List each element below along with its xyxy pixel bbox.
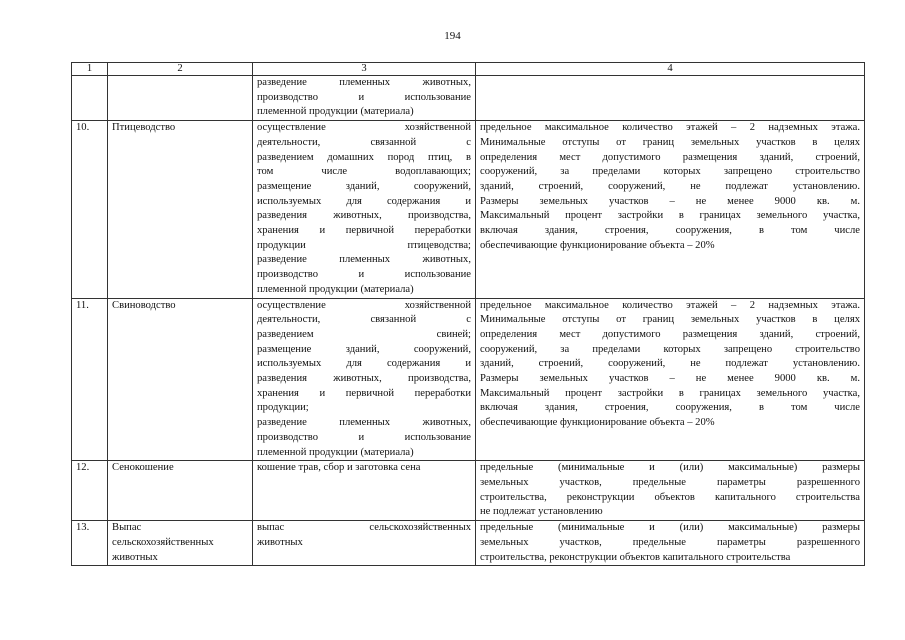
construction-parameters-line: Размеры земельных участков – не менее 9000 кв. м. bbox=[480, 373, 860, 385]
permitted-use-description-line: племенной продукции (материала) bbox=[257, 106, 414, 118]
activity-name bbox=[108, 76, 253, 121]
table-row bbox=[72, 521, 865, 566]
table-header-row bbox=[72, 63, 865, 76]
permitted-use-description-line: хранения и первичной переработки bbox=[257, 225, 471, 237]
permitted-use-description-line: разведение племенных животных, bbox=[257, 254, 471, 266]
permitted-use-description-line: животных bbox=[257, 536, 303, 548]
activity-name-line: Свиноводство bbox=[112, 299, 176, 311]
permitted-use-description-line: деятельности, связанной с bbox=[257, 314, 471, 326]
column-header: 1 bbox=[72, 63, 108, 76]
permitted-use-description-line: разведения животных, производства, bbox=[257, 210, 471, 222]
table-row bbox=[72, 298, 865, 461]
construction-parameters-line: сооружений, за пределами которых запрещено строительство bbox=[480, 166, 860, 178]
construction-parameters-line: включая здания, строения, сооружения, в том числе bbox=[480, 225, 860, 237]
activity-name bbox=[108, 461, 253, 521]
permitted-use-description-line: кошение трав, сбор и заготовка сена bbox=[257, 462, 421, 474]
construction-parameters-line: сооружений, за пределами которых запрещено строительство bbox=[480, 343, 860, 355]
construction-parameters bbox=[476, 121, 865, 298]
activity-name bbox=[108, 121, 253, 298]
construction-parameters-line: земельных участков, предельные параметры разрешенного bbox=[480, 536, 860, 548]
table-row bbox=[72, 461, 865, 521]
construction-parameters-line: строительства, реконструкции объектов капитального строительства bbox=[480, 551, 791, 563]
row-number: 13. bbox=[72, 521, 108, 566]
construction-parameters bbox=[476, 461, 865, 521]
activity-name bbox=[108, 298, 253, 461]
permitted-use-description-line: разведением домашних пород птиц, в bbox=[257, 151, 471, 163]
permitted-use-description bbox=[253, 121, 476, 298]
permitted-use-description-line: производство и использование bbox=[257, 91, 471, 103]
construction-parameters-line: предельные (минимальные и (или) максимальные) размеры bbox=[480, 462, 860, 474]
activity-name-line: Выпас bbox=[112, 522, 142, 534]
construction-parameters-line: не подлежат установлению bbox=[480, 506, 603, 518]
land-use-table bbox=[71, 62, 865, 566]
construction-parameters-line: Минимальные отступы от границ земельных участков в целях bbox=[480, 136, 860, 148]
construction-parameters-line: предельное максимальное количество этажей – 2 надземных этажа. bbox=[480, 299, 860, 311]
construction-parameters-line: определения мест допустимого размещения зданий, строений, bbox=[480, 328, 860, 340]
column-header: 2 bbox=[108, 63, 253, 76]
permitted-use-description-line: производство и использование bbox=[257, 431, 471, 443]
permitted-use-description-line: выпас сельскохозяйственных bbox=[257, 522, 471, 534]
construction-parameters bbox=[476, 76, 865, 121]
construction-parameters-line: предельное максимальное количество этажей – 2 надземных этажа. bbox=[480, 122, 860, 134]
row-number: 10. bbox=[72, 121, 108, 298]
construction-parameters-line: включая здания, строения, сооружения, в том числе bbox=[480, 402, 860, 414]
row-number: 12. bbox=[72, 461, 108, 521]
construction-parameters-line: обеспечивающие функционирование объекта – 20% bbox=[480, 417, 715, 429]
activity-name-line: сельскохозяйственных bbox=[112, 536, 214, 548]
construction-parameters bbox=[476, 298, 865, 461]
construction-parameters-line: зданий, строений, сооружений, не подлежат установлению. bbox=[480, 358, 860, 370]
permitted-use-description bbox=[253, 521, 476, 566]
construction-parameters-line: предельные (минимальные и (или) максимальные) размеры bbox=[480, 522, 860, 534]
construction-parameters-line: Максимальный процент застройки в границах земельного участка, bbox=[480, 387, 860, 399]
permitted-use-description-line: продукции; bbox=[257, 402, 309, 414]
permitted-use-description-line: разведение племенных животных, bbox=[257, 77, 471, 88]
table-row bbox=[72, 76, 865, 121]
permitted-use-description-line: племенной продукции (материала) bbox=[257, 446, 414, 458]
permitted-use-description-line: производство и использование bbox=[257, 269, 471, 281]
construction-parameters-line: строительства, реконструкции объектов капитального строительства bbox=[480, 491, 860, 503]
activity-name-line: Сенокошение bbox=[112, 462, 174, 474]
permitted-use-description-line: племенной продукции (материала) bbox=[257, 283, 414, 295]
construction-parameters-line: зданий, строений, сооружений, не подлежат установлению. bbox=[480, 180, 860, 192]
permitted-use-description bbox=[253, 298, 476, 461]
construction-parameters-line: Максимальный процент застройки в границах земельного участка, bbox=[480, 210, 860, 222]
permitted-use-description-line: разведение племенных животных, bbox=[257, 417, 471, 429]
activity-name bbox=[108, 521, 253, 566]
construction-parameters-line: земельных участков, предельные параметры разрешенного bbox=[480, 476, 860, 488]
construction-parameters-line: обеспечивающие функционирование объекта – 20% bbox=[480, 239, 715, 251]
column-header: 3 bbox=[253, 63, 476, 76]
permitted-use-description-line: используемых для содержания и bbox=[257, 195, 471, 207]
construction-parameters-line: определения мест допустимого размещения зданий, строений, bbox=[480, 151, 860, 163]
permitted-use-description-line: продукции птицеводства; bbox=[257, 239, 471, 251]
permitted-use-description-line: деятельности, связанной с bbox=[257, 136, 471, 148]
column-header: 4 bbox=[476, 63, 865, 76]
permitted-use-description-line: осуществление хозяйственной bbox=[257, 299, 471, 311]
permitted-use-description-line: хранения и первичной переработки bbox=[257, 387, 471, 399]
construction-parameters-line: Минимальные отступы от границ земельных участков в целях bbox=[480, 314, 860, 326]
construction-parameters-line: Размеры земельных участков – не менее 9000 кв. м. bbox=[480, 195, 860, 207]
permitted-use-description-line: разведением свиней; bbox=[257, 328, 471, 340]
row-number: 11. bbox=[72, 298, 108, 461]
permitted-use-description-line: том числе водоплавающих; bbox=[257, 166, 471, 178]
construction-parameters bbox=[476, 521, 865, 566]
permitted-use-description-line: используемых для содержания и bbox=[257, 358, 471, 370]
permitted-use-description bbox=[253, 76, 476, 121]
permitted-use-description-line: размещение зданий, сооружений, bbox=[257, 180, 471, 192]
permitted-use-description bbox=[253, 461, 476, 521]
activity-name-line: Птицеводство bbox=[112, 122, 176, 134]
activity-name-line: животных bbox=[112, 551, 158, 563]
page-number: 194 bbox=[444, 30, 461, 42]
permitted-use-description-line: разведения животных, производства, bbox=[257, 373, 471, 385]
row-number bbox=[72, 76, 108, 121]
table-row bbox=[72, 121, 865, 298]
permitted-use-description-line: осуществление хозяйственной bbox=[257, 122, 471, 134]
permitted-use-description-line: размещение зданий, сооружений, bbox=[257, 343, 471, 355]
